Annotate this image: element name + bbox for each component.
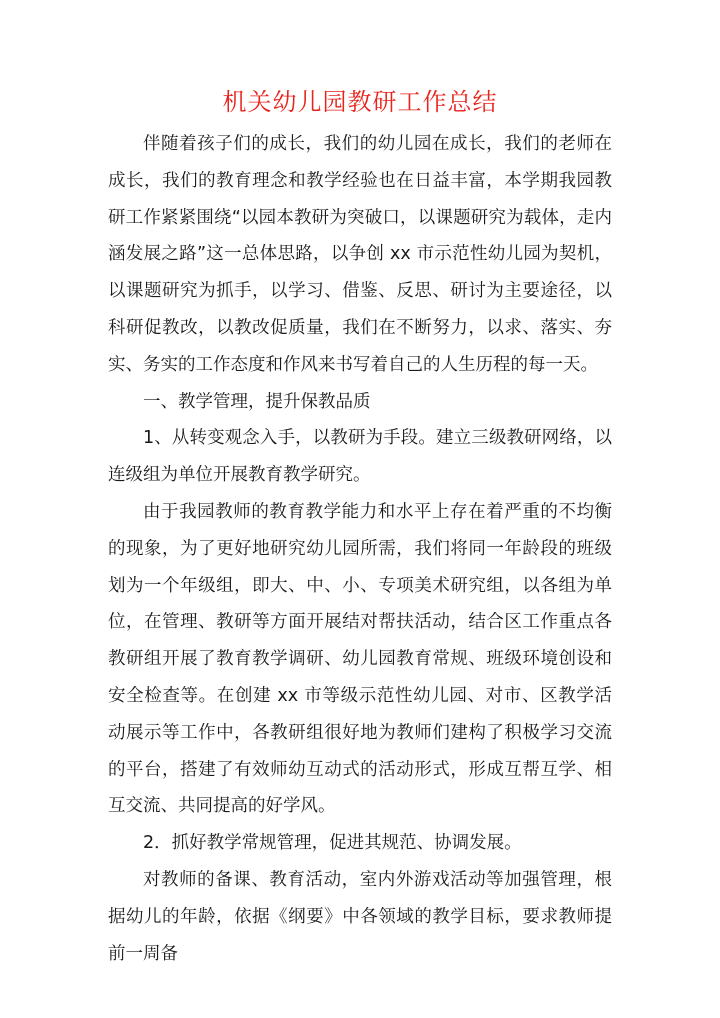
paragraph-item-2: 2．抓好教学常规管理，促进其规范、协调发展。 <box>143 833 522 854</box>
section-heading-teaching-management: 一、教学管理，提升保教品质 <box>143 391 371 412</box>
document-title: 机关幼儿园教研工作总结 <box>222 88 498 116</box>
document-body <box>108 126 612 972</box>
paragraph-intro: 伴随着孩子们的成长，我们的幼儿园在成长，我们的老师在成长，我们的教育理念和教学经验也在日益丰富，本学期我园教研工作紧紧围绕“以园本教研为突破口，以课题研究为载体，走内涵发展之路”这一总体思路，以争创 xx 市示范性幼儿园为契机，以课题研究为抓手，以学习、借鉴、反思、研讨为主要途径，以科研促教改，以教改促质量，我们在不断努力，以求、落实、夯实、务实的工作态度和作风来书写着自己的人生历程的每一天。 <box>108 134 612 375</box>
paragraph-item-1: 1、从转变观念入手，以教研为手段。建立三级教研网络，以连级组为单位开展教育教学研究。 <box>108 428 612 486</box>
paragraph-lesson-prep: 对教师的备课、教育活动，室内外游戏活动等加强管理，根据幼儿的年龄，依据《纲要》中各领域的教学目标，要求教师提前一周备 <box>108 869 612 964</box>
paragraph-imbalance: 由于我园教师的教育教学能力和水平上存在着严重的不均衡的现象，为了更好地研究幼儿园所需，我们将同一年龄段的班级划为一个年级组，即大、中、小、专项美术研究组，以各组为单位，在管理、教研等方面开展结对帮扶活动，结合区工作重点各教研组开展了教育教学调研、幼儿园教育常规、班级环境创设和安全检查等。在创建 xx 市等级示范性幼儿园、对市、区教学活动展示等工作中，各教研组很好地为教师们建构了积极学习交流的平台，搭建了有效师幼互动式的活动形式，形成互帮互学、相互交流、共同提高的好学风。 <box>108 501 612 817</box>
